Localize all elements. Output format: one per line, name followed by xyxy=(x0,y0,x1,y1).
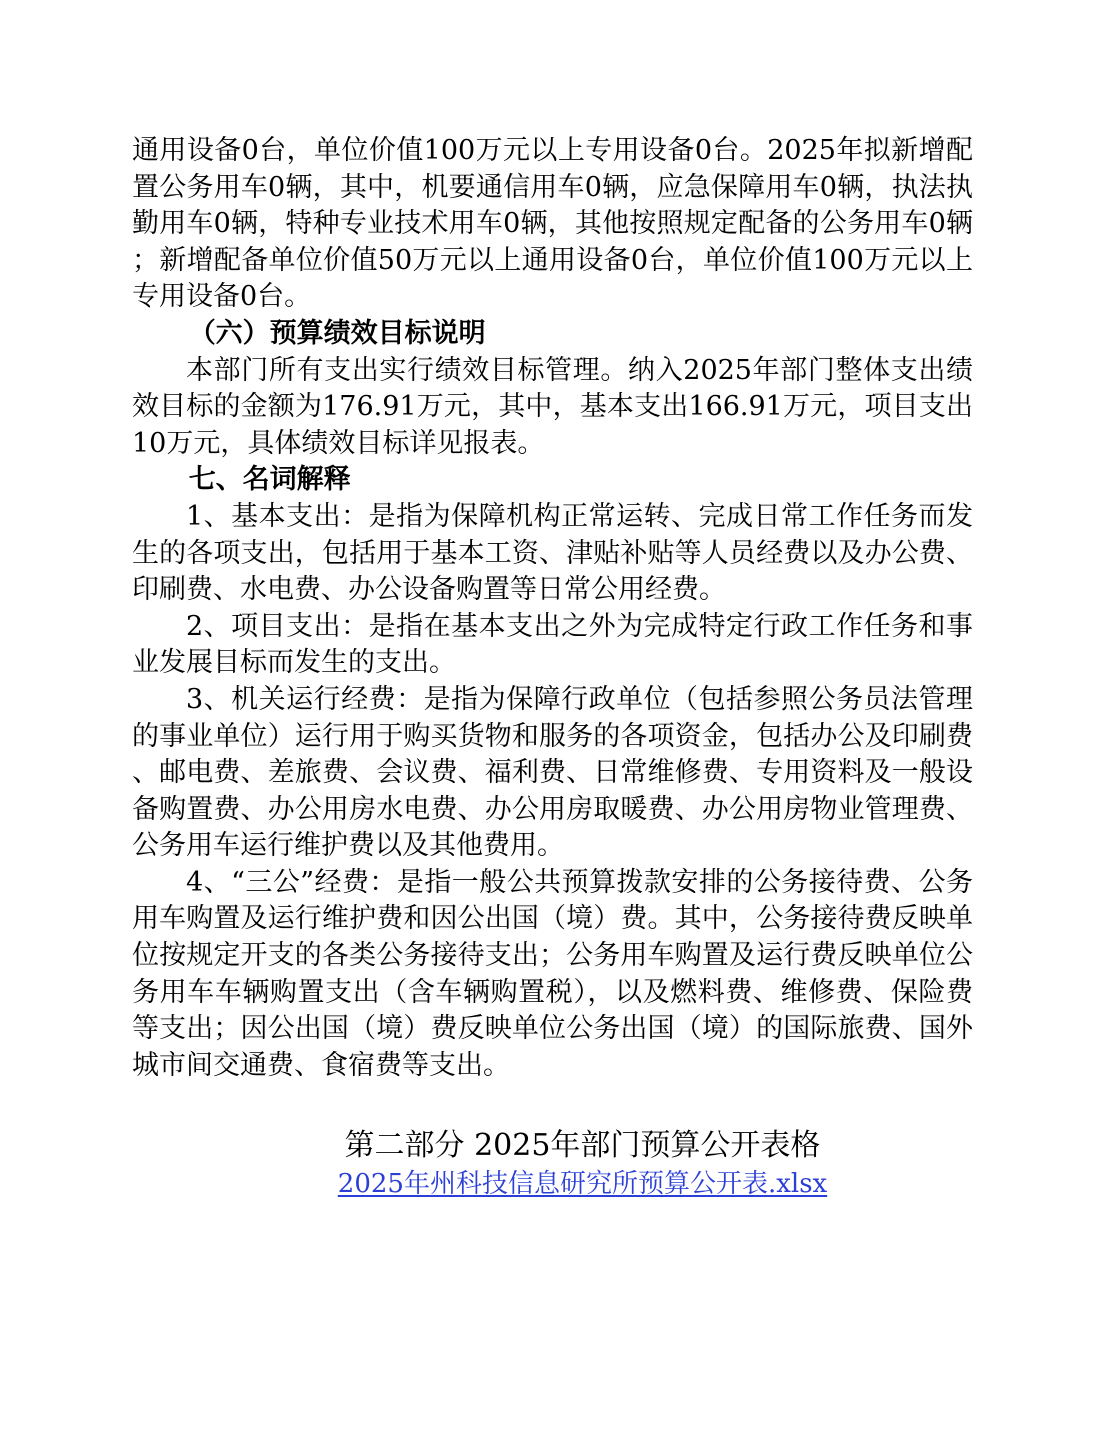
paragraph-term-three-public: 4、“三公”经费：是指一般公共预算拨款安排的公务接待费、公务用车购置及运行维护费和因公出国（境）费。其中，公务接待费反映单位按规定开支的各类公务接待支出；公务用车购置及运行费反映单位公务用车车辆购置支出（含车辆购置税），以及燃料费、维修费、保险费等支出；因公出国（境）费反映单位公务出国（境）的国际旅费、国外城市间交通费、食宿费等支出。 xyxy=(132,866,973,1081)
paragraph-term-basic-expenditure: 1、基本支出：是指为保障机构正常运转、完成日常工作任务而发生的各项支出，包括用于基本工资、津贴补贴等人员经费以及办公费、印刷费、水电费、办公设备购置等日常公用经费。 xyxy=(132,500,973,606)
paragraph-performance-goals: 本部门所有支出实行绩效目标管理。纳入2025年部门整体支出绩效目标的金额为176.91万元，其中，基本支出166.91万元，项目支出10万元，具体绩效目标详见报表。 xyxy=(132,354,973,459)
heading-term-definitions: 七、名词解释 xyxy=(188,464,351,496)
paragraph-term-operating-funds: 3、机关运行经费：是指为保障行政单位（包括参照公务员法管理的事业单位）运行用于购买货物和服务的各项资金，包括办公及印刷费、邮电费、差旅费、会议费、福利费、日常维修费、专用资料及一般设备购置费、办公用房水电费、办公用房取暖费、办公用房物业管理费、公务用车运行维护费以及其他费用。 xyxy=(132,683,973,862)
document-page xyxy=(132,133,973,1203)
paragraph-term-project-expenditure: 2、项目支出：是指在基本支出之外为完成特定行政工作任务和事业发展目标而发生的支出。 xyxy=(132,610,973,679)
part-two-section xyxy=(192,1126,973,1203)
paragraph-assets-continued: 通用设备0台，单位价值100万元以上专用设备0台。2025年拟新增配置公务用车0辆，其中，机要通信用车0辆，应急保障用车0辆，执法执勤用车0辆，特种专业技术用车0辆，其他按照规定配备的公务用车0辆；新增配备单位价值50万元以上通用设备0台，单位价值100万元以上专用设备0台。 xyxy=(132,135,973,313)
budget-table-link[interactable]: 2025年州科技信息研究所预算公开表.xlsx xyxy=(337,1169,828,1200)
part-two-title: 第二部分 2025年部门预算公开表格 xyxy=(344,1128,821,1164)
heading-performance-goals: （六）预算绩效目标说明 xyxy=(188,317,486,349)
